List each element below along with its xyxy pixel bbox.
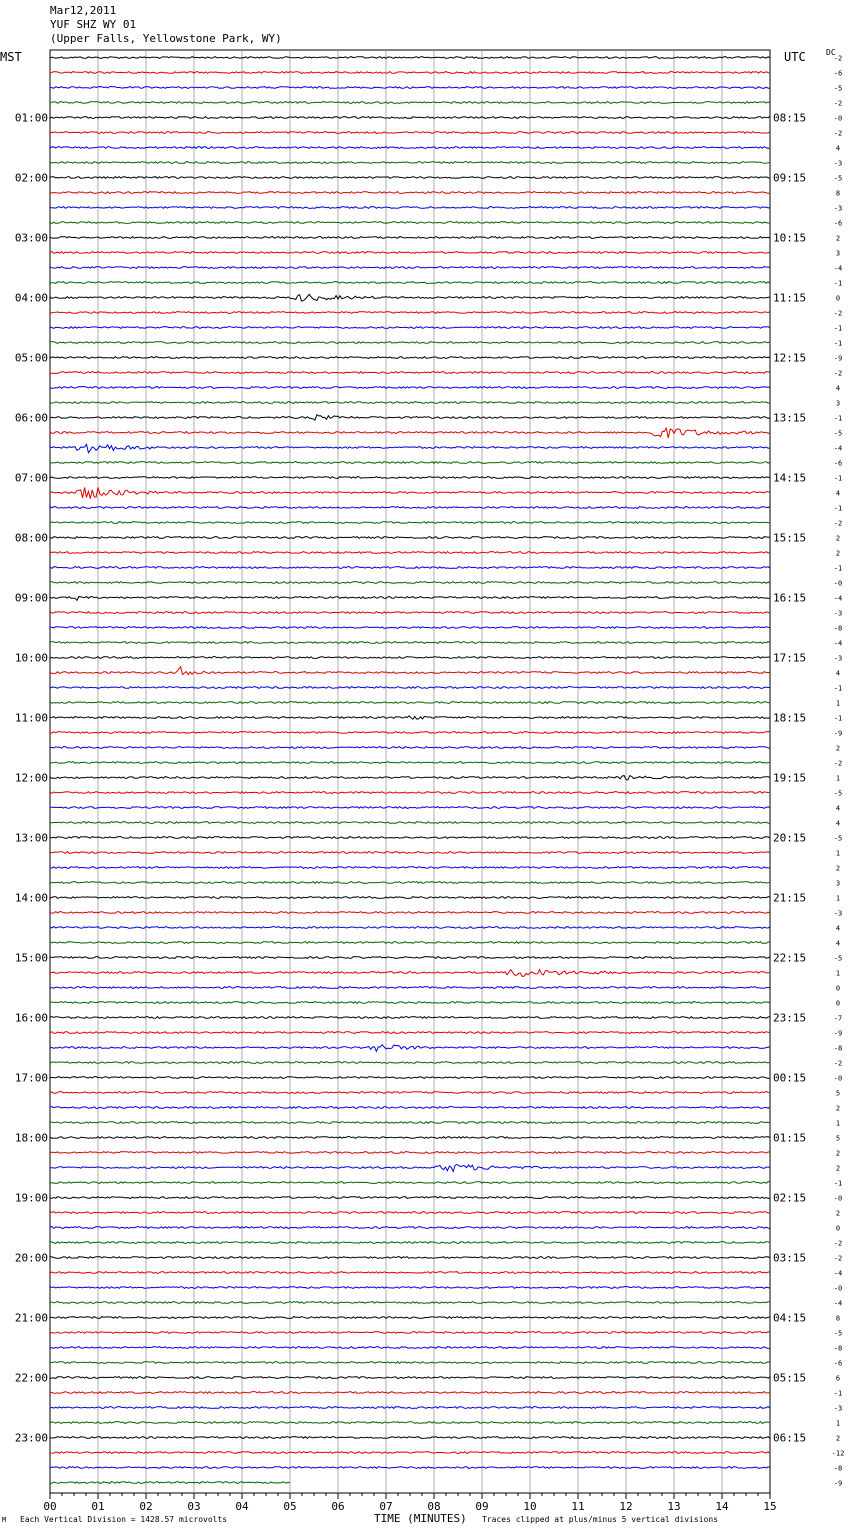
seismic-trace: [50, 162, 770, 164]
dc-offset-label: 2: [835, 1434, 841, 1443]
dc-offset-label: -1: [833, 324, 843, 333]
seismic-trace: [50, 970, 770, 977]
record-date: Mar12,2011: [50, 4, 117, 17]
dc-offset-label: -8: [833, 1044, 843, 1053]
dc-offset-label: -9: [833, 1479, 843, 1488]
seismic-trace: [50, 357, 770, 359]
seismic-trace: [50, 1257, 770, 1259]
dc-offset-label: -5: [833, 834, 843, 843]
dc-offset-label: -2: [833, 129, 843, 138]
dc-offset-label: -4: [833, 1269, 843, 1278]
seismic-trace: [50, 1092, 770, 1094]
dc-offset-label: 2: [835, 744, 841, 753]
dc-offset-label: 2: [835, 1149, 841, 1158]
utc-hour-label: 05:15: [773, 1371, 807, 1385]
seismic-trace: [50, 822, 770, 824]
seismic-trace: [50, 612, 770, 614]
seismic-trace: [50, 597, 770, 601]
utc-hour-label: 18:15: [773, 711, 807, 725]
x-tick-label: 02: [139, 1500, 153, 1513]
seismic-trace: [50, 1272, 770, 1274]
seismic-trace: [50, 462, 770, 464]
x-tick-label: 11: [571, 1500, 585, 1513]
dc-offset-label: 1: [835, 1419, 841, 1428]
seismic-trace: [50, 1152, 770, 1154]
dc-offset-label: -0: [833, 114, 843, 123]
dc-offset-label: -0: [833, 1074, 843, 1083]
seismic-trace: [50, 867, 770, 869]
mst-hour-label: 20:00: [14, 1251, 48, 1265]
mst-hour-label: 22:00: [14, 1371, 48, 1385]
mst-hour-label: 12:00: [14, 771, 48, 785]
dc-offset-label: -7: [833, 1014, 843, 1023]
utc-hour-label: 09:15: [773, 171, 807, 185]
seismic-trace: [50, 1242, 770, 1244]
seismic-trace: [50, 1332, 770, 1334]
dc-offset-label: -8: [833, 1464, 843, 1473]
seismic-trace: [50, 702, 770, 704]
corner-mark: M: [2, 1516, 7, 1524]
utc-hour-label: 22:15: [773, 951, 807, 965]
utc-hour-label: 21:15: [773, 891, 807, 905]
dc-offset-label: 6: [835, 1374, 841, 1383]
dc-offset-label: 1: [835, 849, 841, 858]
dc-offset-label: 2: [835, 549, 841, 558]
seismic-trace: [50, 897, 770, 899]
seismic-trace: [50, 987, 770, 989]
dc-offset-label: -4: [833, 264, 843, 273]
mst-hour-label: 23:00: [14, 1431, 48, 1445]
x-tick-label: 00: [43, 1500, 57, 1513]
seismic-trace: [50, 1212, 770, 1214]
seismic-trace: [50, 1302, 770, 1304]
seismic-trace: [50, 792, 770, 794]
dc-offset-label: -9: [833, 1029, 843, 1038]
seismic-trace: [50, 312, 770, 314]
dc-offset-label: 0: [835, 294, 841, 303]
seismic-trace: [50, 57, 770, 59]
x-tick-label: 03: [187, 1500, 201, 1513]
dc-offset-label: 8: [835, 189, 841, 198]
seismic-trace: [50, 402, 770, 404]
dc-offset-label: -0: [833, 1284, 843, 1293]
seismic-trace: [50, 1422, 770, 1424]
mst-hour-label: 17:00: [14, 1071, 48, 1085]
plot-frame: [50, 50, 770, 1493]
scale-note: Each Vertical Division = 1428.57 microvolts: [20, 1515, 228, 1524]
dc-offset-label: -4: [833, 1299, 843, 1308]
dc-offset-label: -1: [833, 564, 843, 573]
clip-note: Traces clipped at plus/minus 5 vertical divisions: [482, 1515, 719, 1524]
mst-hour-label: 10:00: [14, 651, 48, 665]
dc-offset-label: 4: [835, 924, 841, 933]
x-tick-label: 12: [619, 1500, 633, 1513]
utc-hour-label: 01:15: [773, 1131, 807, 1145]
dc-offset-label: -1: [833, 1179, 843, 1188]
dc-offset-label: -2: [833, 99, 843, 108]
utc-hour-label: 08:15: [773, 111, 807, 125]
seismic-trace: [50, 147, 770, 149]
seismic-trace: [50, 387, 770, 389]
utc-hour-label: 15:15: [773, 531, 807, 545]
seismic-trace: [50, 1287, 770, 1289]
seismic-trace: [50, 252, 770, 254]
seismic-trace: [50, 582, 770, 584]
seismic-trace: [50, 716, 770, 719]
seismic-trace: [50, 507, 770, 509]
dc-offset-label: -4: [833, 444, 843, 453]
dc-offset-label: -5: [833, 84, 843, 93]
dc-offset-label: 4: [835, 144, 841, 153]
seismic-trace: [50, 222, 770, 224]
dc-offset-label: -5: [833, 954, 843, 963]
seismic-trace: [50, 1452, 770, 1454]
dc-offset-label: -2: [833, 369, 843, 378]
dc-offset-label: -2: [833, 1254, 843, 1263]
x-tick-label: 10: [523, 1500, 537, 1513]
dc-offset-label: -1: [833, 339, 843, 348]
mst-hour-label: 02:00: [14, 171, 48, 185]
seismic-trace: [50, 444, 770, 452]
seismic-trace: [50, 642, 770, 644]
dc-offset-label: 1: [835, 1119, 841, 1128]
seismic-trace: [50, 132, 770, 134]
seismic-trace: [50, 1437, 770, 1439]
dc-offset-label: 2: [835, 234, 841, 243]
dc-offset-label: -2: [833, 309, 843, 318]
seismic-trace: [50, 72, 770, 74]
dc-offset-label: -3: [833, 204, 843, 213]
mst-hour-label: 09:00: [14, 591, 48, 605]
dc-offset-label: 3: [835, 249, 841, 258]
seismic-trace: [50, 1077, 770, 1079]
utc-hour-label: 19:15: [773, 771, 807, 785]
seismic-trace: [50, 1362, 770, 1364]
seismic-trace: [50, 837, 770, 839]
dc-offset-label: 4: [835, 384, 841, 393]
dc-offset-label: -3: [833, 609, 843, 618]
mst-hour-label: 16:00: [14, 1011, 48, 1025]
seismic-trace: [50, 1182, 770, 1184]
seismic-trace: [50, 762, 770, 764]
mst-hour-label: 13:00: [14, 831, 48, 845]
utc-hour-label: 23:15: [773, 1011, 807, 1025]
mst-hour-label: 14:00: [14, 891, 48, 905]
dc-offset-label: 2: [835, 1104, 841, 1113]
dc-offset-label: -1: [833, 714, 843, 723]
dc-offset-label: -2: [833, 1239, 843, 1248]
seismic-trace: [50, 552, 770, 554]
dc-offset-label: 3: [835, 879, 841, 888]
seismic-trace: [50, 192, 770, 194]
mst-hour-label: 01:00: [14, 111, 48, 125]
x-axis-label: TIME (MINUTES): [374, 1512, 467, 1525]
seismic-trace: [50, 567, 770, 569]
dc-offset-label: -12: [831, 1449, 845, 1458]
dc-offset-label: 4: [835, 669, 841, 678]
dc-offset-label: -4: [833, 639, 843, 648]
dc-offset-label: 0: [835, 1224, 841, 1233]
dc-offset-label: 4: [835, 939, 841, 948]
seismic-trace: [50, 207, 770, 209]
dc-offset-label: 2: [835, 864, 841, 873]
seismic-trace: [50, 776, 770, 780]
mst-hour-label: 07:00: [14, 471, 48, 485]
seismic-trace: [50, 327, 770, 329]
dc-offset-label: 2: [835, 1209, 841, 1218]
left-axis-label: MST: [0, 50, 22, 64]
dc-offset-label: -8: [833, 1344, 843, 1353]
mst-hour-label: 05:00: [14, 351, 48, 365]
seismic-trace: [50, 117, 770, 119]
dc-offset-label: -5: [833, 1329, 843, 1338]
seismic-trace: [50, 522, 770, 524]
seismic-trace: [50, 1045, 770, 1052]
x-tick-label: 01: [91, 1500, 105, 1513]
seismic-trace: [50, 957, 770, 959]
utc-hour-label: 11:15: [773, 291, 807, 305]
seismic-trace: [50, 1032, 770, 1034]
dc-offset-label: -3: [833, 1404, 843, 1413]
dc-offset-label: 3: [835, 399, 841, 408]
dc-offset-label: -6: [833, 219, 843, 228]
utc-hour-label: 17:15: [773, 651, 807, 665]
seismic-trace: [50, 1467, 770, 1469]
mst-hour-label: 06:00: [14, 411, 48, 425]
mst-hour-label: 04:00: [14, 291, 48, 305]
seismic-trace: [50, 927, 770, 929]
seismic-trace: [50, 882, 770, 884]
dc-offset-label: -6: [833, 69, 843, 78]
dc-offset-label: 1: [835, 774, 841, 783]
dc-offset-label: -3: [833, 654, 843, 663]
dc-offset-label: 4: [835, 489, 841, 498]
seismic-trace: [50, 1017, 770, 1019]
dc-offset-label: -2: [833, 759, 843, 768]
seismic-trace: [50, 1137, 770, 1139]
utc-hour-label: 16:15: [773, 591, 807, 605]
dc-offset-label: 0: [835, 984, 841, 993]
seismic-trace: [50, 372, 770, 374]
dc-offset-label: 1: [835, 969, 841, 978]
dc-offset-label: -2: [833, 54, 843, 63]
dc-offset-label: 4: [835, 804, 841, 813]
dc-offset-label: 1: [835, 894, 841, 903]
dc-offset-label: 5: [835, 1089, 841, 1098]
seismic-trace: [50, 852, 770, 854]
dc-offset-label: -0: [833, 1194, 843, 1203]
seismic-trace: [50, 87, 770, 89]
mst-hour-label: 15:00: [14, 951, 48, 965]
utc-hour-label: 12:15: [773, 351, 807, 365]
seismic-trace: [50, 1107, 770, 1109]
x-tick-label: 05: [283, 1500, 297, 1513]
mst-hour-label: 19:00: [14, 1191, 48, 1205]
dc-offset-label: 1: [835, 699, 841, 708]
utc-hour-label: 20:15: [773, 831, 807, 845]
seismic-trace: [50, 1377, 770, 1379]
utc-hour-label: 04:15: [773, 1311, 807, 1325]
station-name: YUF SHZ WY 01: [50, 18, 137, 31]
dc-offset-label: -3: [833, 159, 843, 168]
mst-hour-label: 18:00: [14, 1131, 48, 1145]
dc-offset-label: -1: [833, 474, 843, 483]
dc-offset-label: -0: [833, 579, 843, 588]
mst-hour-label: 08:00: [14, 531, 48, 545]
seismic-trace: [50, 657, 770, 659]
station-location: (Upper Falls, Yellowstone Park, WY): [50, 32, 282, 45]
seismic-trace: [50, 807, 770, 809]
utc-hour-label: 06:15: [773, 1431, 807, 1445]
dc-offset-label: -5: [833, 174, 843, 183]
seismic-trace: [50, 1317, 770, 1319]
dc-offset-label: -9: [833, 354, 843, 363]
seismic-trace: [50, 267, 770, 269]
dc-offset-label: 5: [835, 1134, 841, 1143]
dc-offset-label: -1: [833, 684, 843, 693]
seismic-trace: [50, 1197, 770, 1199]
dc-offset-label: 2: [835, 1164, 841, 1173]
seismic-trace: [50, 282, 770, 284]
dc-offset-label: -2: [833, 1059, 843, 1068]
seismic-trace: [50, 428, 770, 438]
x-tick-label: 14: [715, 1500, 729, 1513]
mst-hour-label: 11:00: [14, 711, 48, 725]
seismic-trace: [50, 942, 770, 944]
seismic-trace: [50, 1062, 770, 1064]
dc-offset-label: -5: [833, 429, 843, 438]
seismic-trace: [50, 1165, 770, 1172]
dc-offset-label: -5: [833, 789, 843, 798]
dc-offset-label: -1: [833, 1389, 843, 1398]
seismic-trace: [50, 627, 770, 629]
dc-offset-label: 8: [835, 1314, 841, 1323]
dc-offset-label: -3: [833, 909, 843, 918]
utc-hour-label: 03:15: [773, 1251, 807, 1265]
seismic-trace: [50, 912, 770, 914]
dc-offset-label: -2: [833, 519, 843, 528]
utc-hour-label: 14:15: [773, 471, 807, 485]
seismic-trace: [50, 1347, 770, 1349]
seismic-trace: [50, 687, 770, 689]
seismic-trace: [50, 537, 770, 539]
seismic-trace: [50, 1002, 770, 1004]
seismic-trace: [50, 177, 770, 179]
utc-hour-label: 13:15: [773, 411, 807, 425]
seismic-trace: [50, 1392, 770, 1394]
x-tick-label: 15: [763, 1500, 777, 1513]
dc-offset-label: 2: [835, 534, 841, 543]
x-tick-label: 13: [667, 1500, 681, 1513]
x-tick-label: 07: [379, 1500, 393, 1513]
dc-offset-label: 0: [835, 999, 841, 1008]
dc-offset-label: -1: [833, 279, 843, 288]
seismic-trace: [50, 1227, 770, 1229]
x-tick-label: 09: [475, 1500, 489, 1513]
dc-label: DC: [826, 48, 836, 57]
dc-offset-label: -6: [833, 1359, 843, 1368]
seismic-trace: [50, 294, 770, 301]
dc-offset-label: -6: [833, 459, 843, 468]
x-tick-label: 04: [235, 1500, 249, 1513]
seismic-trace: [50, 102, 770, 104]
x-tick-label: 08: [427, 1500, 441, 1513]
dc-offset-label: -8: [833, 624, 843, 633]
seismic-trace: [50, 732, 770, 734]
seismic-trace: [50, 237, 770, 239]
mst-hour-label: 03:00: [14, 231, 48, 245]
seismic-trace: [50, 477, 770, 479]
dc-offset-label: -1: [833, 504, 843, 513]
dc-offset-label: -9: [833, 729, 843, 738]
seismic-trace: [50, 1122, 770, 1124]
mst-hour-label: 21:00: [14, 1311, 48, 1325]
right-axis-label: UTC: [784, 50, 806, 64]
seismic-trace: [50, 1482, 290, 1484]
utc-hour-label: 10:15: [773, 231, 807, 245]
dc-offset-label: 4: [835, 819, 841, 828]
seismic-trace: [50, 1407, 770, 1409]
seismic-trace: [50, 487, 770, 498]
dc-offset-label: -1: [833, 414, 843, 423]
utc-hour-label: 02:15: [773, 1191, 807, 1205]
dc-offset-label: -4: [833, 594, 843, 603]
seismic-trace: [50, 342, 770, 344]
utc-hour-label: 00:15: [773, 1071, 807, 1085]
x-tick-label: 06: [331, 1500, 345, 1513]
seismic-trace: [50, 747, 770, 749]
seismic-trace: [50, 667, 770, 675]
seismic-trace: [50, 415, 770, 420]
